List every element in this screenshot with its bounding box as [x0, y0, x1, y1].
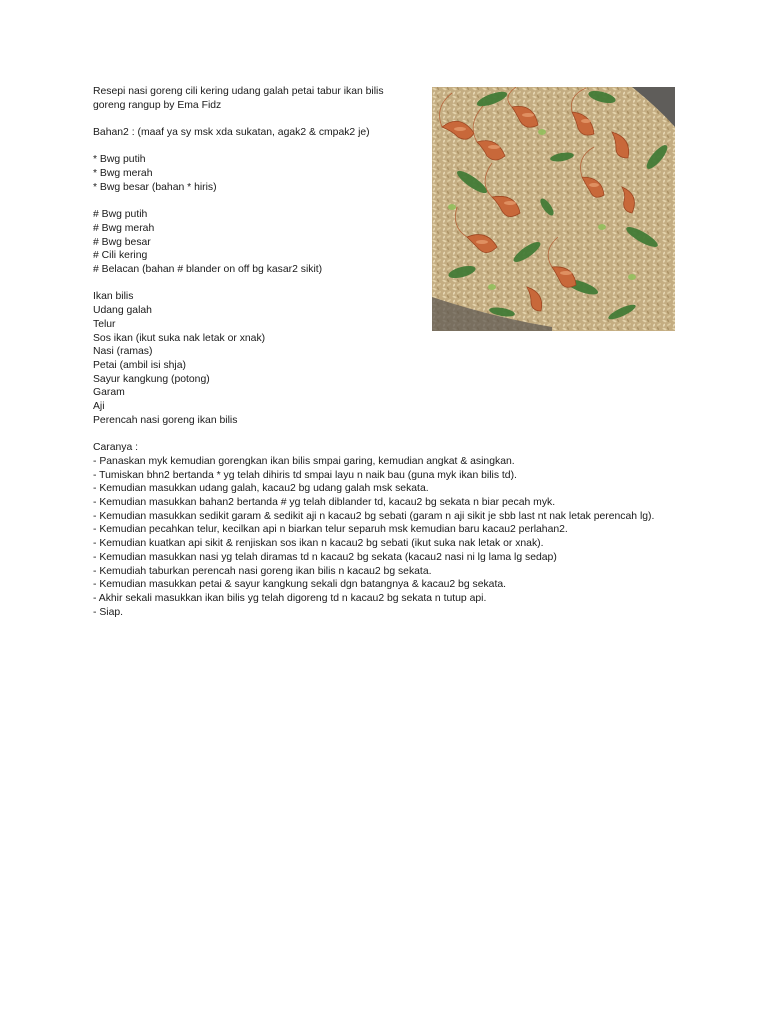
list-item: # Belacan (bahan # blander on off bg kasar2 sikit): [93, 264, 323, 276]
step-line: - Akhir sekali masukkan ikan bilis yg telah digoreng td n kacau2 bg sekata n tutup api.: [93, 592, 487, 604]
list-item: # Bwg merah: [93, 222, 155, 234]
ingredients-heading: Bahan2 : (maaf ya sy msk xda sukatan, agak2 & cmpak2 je): [93, 127, 370, 139]
list-item: Garam: [93, 387, 125, 399]
step-line: - Panaskan myk kemudian gorengkan ikan bilis smpai garing, kemudian angkat & asingkan.: [93, 455, 515, 467]
fried-rice-photo: [432, 87, 675, 331]
step-line: - Kemudian kuatkan api sikit & renjiskan sos ikan n kacau2 bg sebati (ikut suka nak letak or xnak).: [93, 538, 544, 550]
step-line: - Kemudiah taburkan perencah nasi goreng ikan bilis n kacau2 bg sekata.: [93, 565, 432, 577]
recipe-title: Resepi nasi goreng cili kering udang galah petai tabur ikan bilis goreng rangup by Ema Fidz: [93, 86, 384, 111]
step-line: - Kemudian pecahkan telur, kecilkan api n biarkan telur separuh msk kemudian baru kacau2 perlahan2.: [93, 524, 568, 536]
list-item: Telur: [93, 318, 116, 330]
method-heading: Caranya :: [93, 442, 139, 454]
step-line: - Kemudian masukkan sedikit garam & sedikit aji n kacau2 bg sebati (garam n aji sikit je sbb last nt nak letak perencah lg).: [93, 510, 655, 522]
list-item: Sayur kangkung (potong): [93, 373, 210, 385]
list-item: Udang galah: [93, 305, 152, 317]
step-line: - Kemudian masukkan nasi yg telah diramas td n kacau2 bg sekata (kacau2 nasi ni lg lama lg sedap): [93, 551, 557, 563]
step-line: - Tumiskan bhn2 bertanda * yg telah dihiris td smpai layu n naik bau (guna myk ikan bilis td).: [93, 469, 517, 481]
list-item: * Bwg putih: [93, 154, 146, 166]
list-item: * Bwg merah: [93, 168, 153, 180]
list-item: Perencah nasi goreng ikan bilis: [93, 414, 238, 426]
step-line: - Kemudian masukkan bahan2 bertanda # yg telah diblander td, kacau2 bg sekata n biar pecah myk.: [93, 497, 556, 509]
list-item: Petai (ambil isi shja): [93, 360, 186, 371]
list-item: # Bwg besar: [93, 236, 151, 248]
list-item: Aji: [93, 401, 105, 413]
list-item: Ikan bilis: [93, 291, 134, 303]
list-item: Sos ikan (ikut suka nak letak or xnak): [93, 332, 266, 344]
step-line: - Kemudian masukkan petai & sayur kangkung sekali dgn batangnya & kacau2 bg sekata.: [93, 579, 506, 591]
step-line: - Kemudian masukkan udang galah, kacau2 bg udang galah msk sekata.: [93, 483, 429, 495]
list-item: # Bwg putih: [93, 209, 148, 221]
list-item: # Cili kering: [93, 250, 148, 262]
list-item: Nasi (ramas): [93, 346, 153, 358]
step-line: - Siap.: [93, 606, 124, 618]
list-item: * Bwg besar (bahan * hiris): [93, 181, 217, 193]
